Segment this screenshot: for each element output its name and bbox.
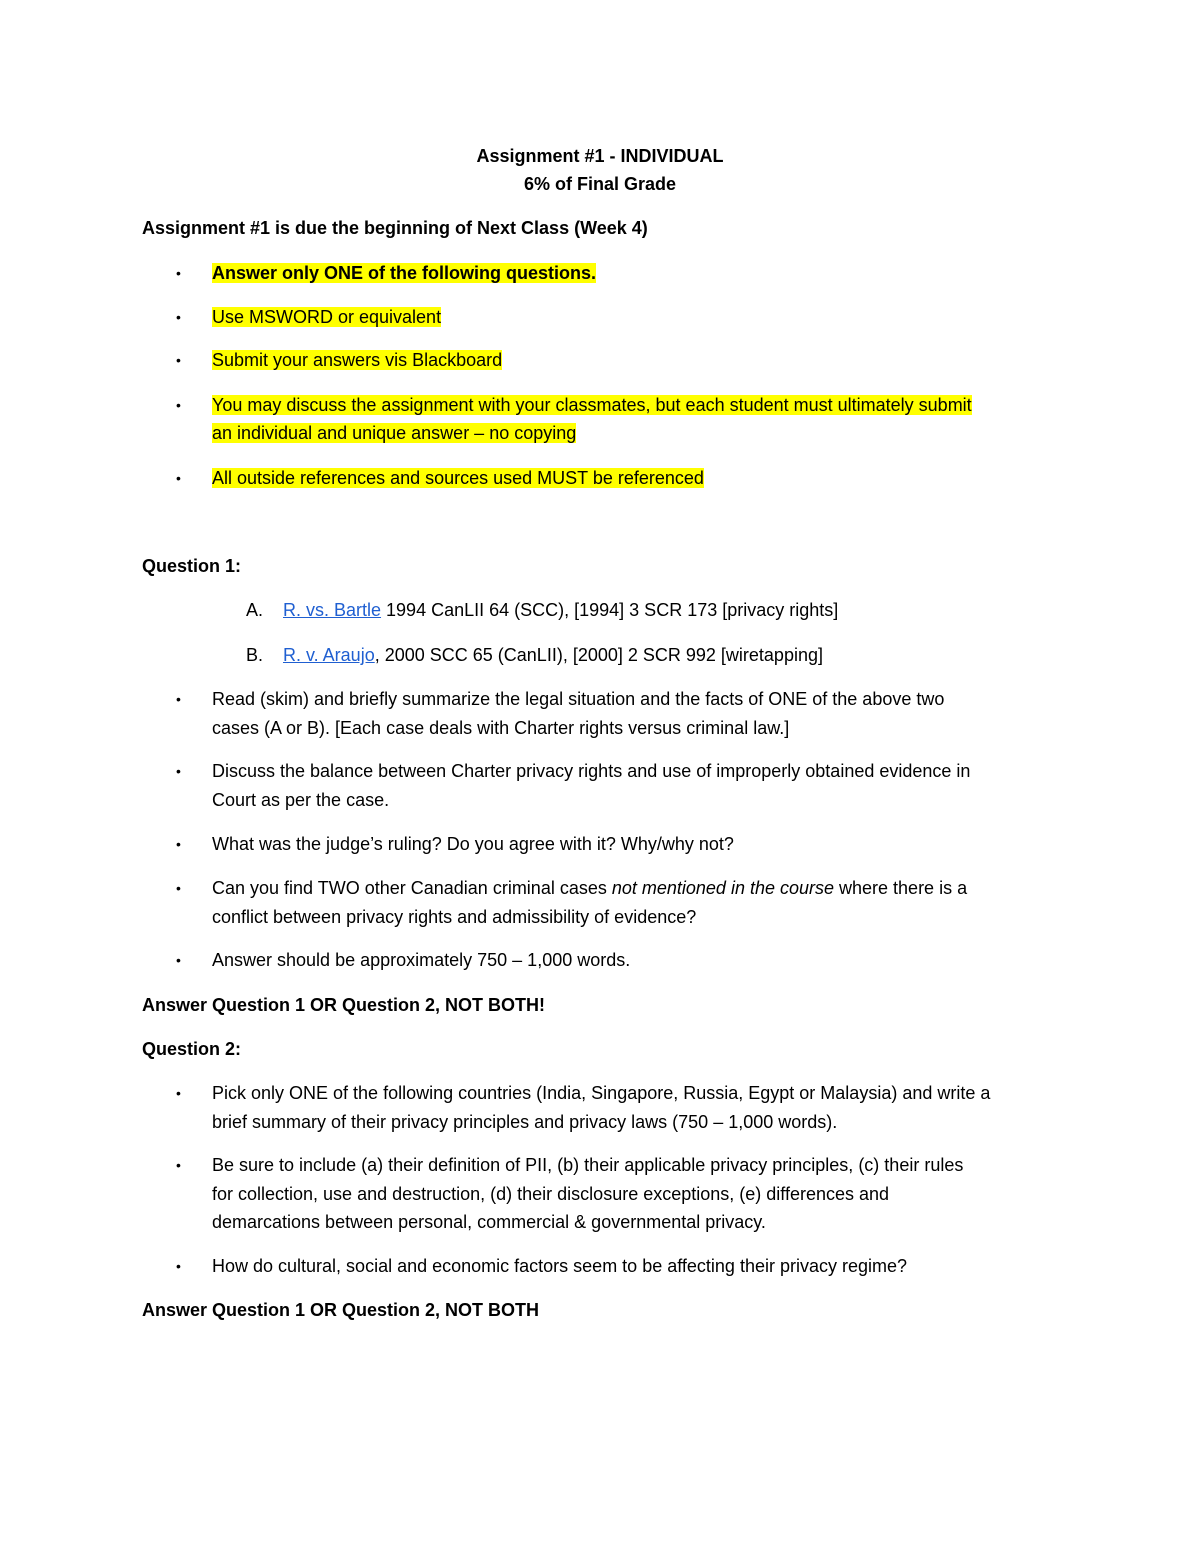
case-b: [283, 644, 823, 666]
bullet-icon: •: [176, 265, 181, 281]
q1-bullet-1-line-2: cases (A or B). [Each case deals with Charter rights versus criminal law.]: [212, 717, 790, 738]
q2-bullet-1-line-2: brief summary of their privacy principles and privacy laws (750 – 1,000 words).: [212, 1111, 838, 1132]
case-marker-b: B.: [246, 645, 264, 665]
instruction-text: an individual and unique answer – no copying: [212, 423, 577, 443]
q1-bullet-4-line-1: [212, 874, 967, 903]
q2-bullet-2-line-2: for collection, use and destruction, (d) their disclosure exceptions, (e) differences and: [212, 1183, 890, 1204]
answer-note-2: Answer Question 1 OR Question 2, NOT BOTH: [142, 1300, 540, 1320]
q1-bullet-1-line-1: Read (skim) and briefly summarize the legal situation and the facts of ONE of the above two: [212, 689, 945, 709]
q2-bullet-2-line-3: demarcations between personal, commercial & governmental privacy.: [212, 1212, 766, 1232]
bullet-icon: •: [176, 836, 181, 852]
instruction-text: Answer only ONE of the following questions.: [212, 263, 597, 283]
document-title: Assignment #1 - INDIVIDUAL: [476, 146, 724, 166]
q1-bullet-4-emphasis: not mentioned in the course: [611, 878, 835, 898]
q1-bullet-4: [212, 874, 967, 931]
bullet-icon: •: [176, 1157, 181, 1173]
instruction-text: Use MSWORD or equivalent: [212, 307, 442, 327]
bullet-icon: •: [176, 1085, 181, 1101]
case-a-link[interactable]: R. vs. Bartle: [283, 600, 382, 620]
q1-bullet-5: Answer should be approximately 750 – 1,000 words.: [212, 950, 631, 970]
question-2-heading: Question 2:: [142, 1039, 242, 1059]
q1-bullet-2-line-2: Court as per the case.: [212, 789, 390, 810]
instruction-text: Submit your answers vis Blackboard: [212, 350, 503, 370]
q2-bullet-3: How do cultural, social and economic factors seem to be affecting their privacy regime?: [212, 1256, 908, 1276]
q2-bullet-1-line-1: Pick only ONE of the following countries (India, Singapore, Russia, Egypt or Malaysia) and write a: [212, 1083, 991, 1103]
bullet-icon: •: [176, 397, 181, 413]
due-line: Assignment #1 is due the beginning of Next Class (Week 4): [142, 218, 648, 238]
q2-bullet-1: [212, 1079, 990, 1136]
answer-note-1: Answer Question 1 OR Question 2, NOT BOTH!: [142, 995, 546, 1015]
bullet-icon: •: [176, 691, 181, 707]
q1-bullet-4-text-a: Can you find TWO other Canadian criminal cases: [212, 878, 612, 898]
bullet-icon: •: [176, 309, 181, 325]
bullet-icon: •: [176, 470, 181, 486]
case-b-citation: , 2000 SCC 65 (CanLII), [2000] 2 SCR 992 [wiretapping]: [374, 645, 823, 665]
case-a: [283, 599, 838, 621]
q1-bullet-2-line-1: Discuss the balance between Charter privacy rights and use of improperly obtained evidence in: [212, 761, 971, 781]
instruction-item-continued: [212, 422, 576, 444]
bullet-icon: •: [176, 1258, 181, 1274]
bullet-icon: •: [176, 352, 181, 368]
instruction-item: [212, 262, 596, 284]
instruction-text: All outside references and sources used MUST be referenced: [212, 468, 704, 488]
q2-bullet-2: [212, 1151, 963, 1237]
instruction-item: [212, 349, 502, 371]
question-1-heading: Question 1:: [142, 556, 242, 576]
case-a-citation: 1994 CanLII 64 (SCC), [1994] 3 SCR 173 [privacy rights]: [381, 600, 839, 620]
instruction-item: [212, 394, 972, 416]
bullet-icon: •: [176, 763, 181, 779]
q2-bullet-2-line-1: Be sure to include (a) their definition of PII, (b) their applicable privacy principles, (c) their rules: [212, 1155, 964, 1175]
q1-bullet-4-line-2: conflict between privacy rights and admissibility of evidence?: [212, 906, 697, 927]
q1-bullet-2: [212, 757, 970, 814]
instruction-text: You may discuss the assignment with your classmates, but each student must ultimately submit: [212, 395, 972, 415]
bullet-icon: •: [176, 952, 181, 968]
instruction-item: [212, 467, 704, 489]
q1-bullet-4-text-b: where there is a: [834, 878, 968, 898]
bullet-icon: •: [176, 880, 181, 896]
q1-bullet-1: [212, 685, 944, 742]
case-b-link[interactable]: R. v. Araujo: [283, 645, 375, 665]
document-subtitle: 6% of Final Grade: [523, 174, 677, 194]
instruction-item: [212, 306, 441, 328]
q1-bullet-3: What was the judge’s ruling? Do you agree with it? Why/why not?: [212, 834, 734, 854]
case-marker-a: A.: [246, 600, 264, 620]
